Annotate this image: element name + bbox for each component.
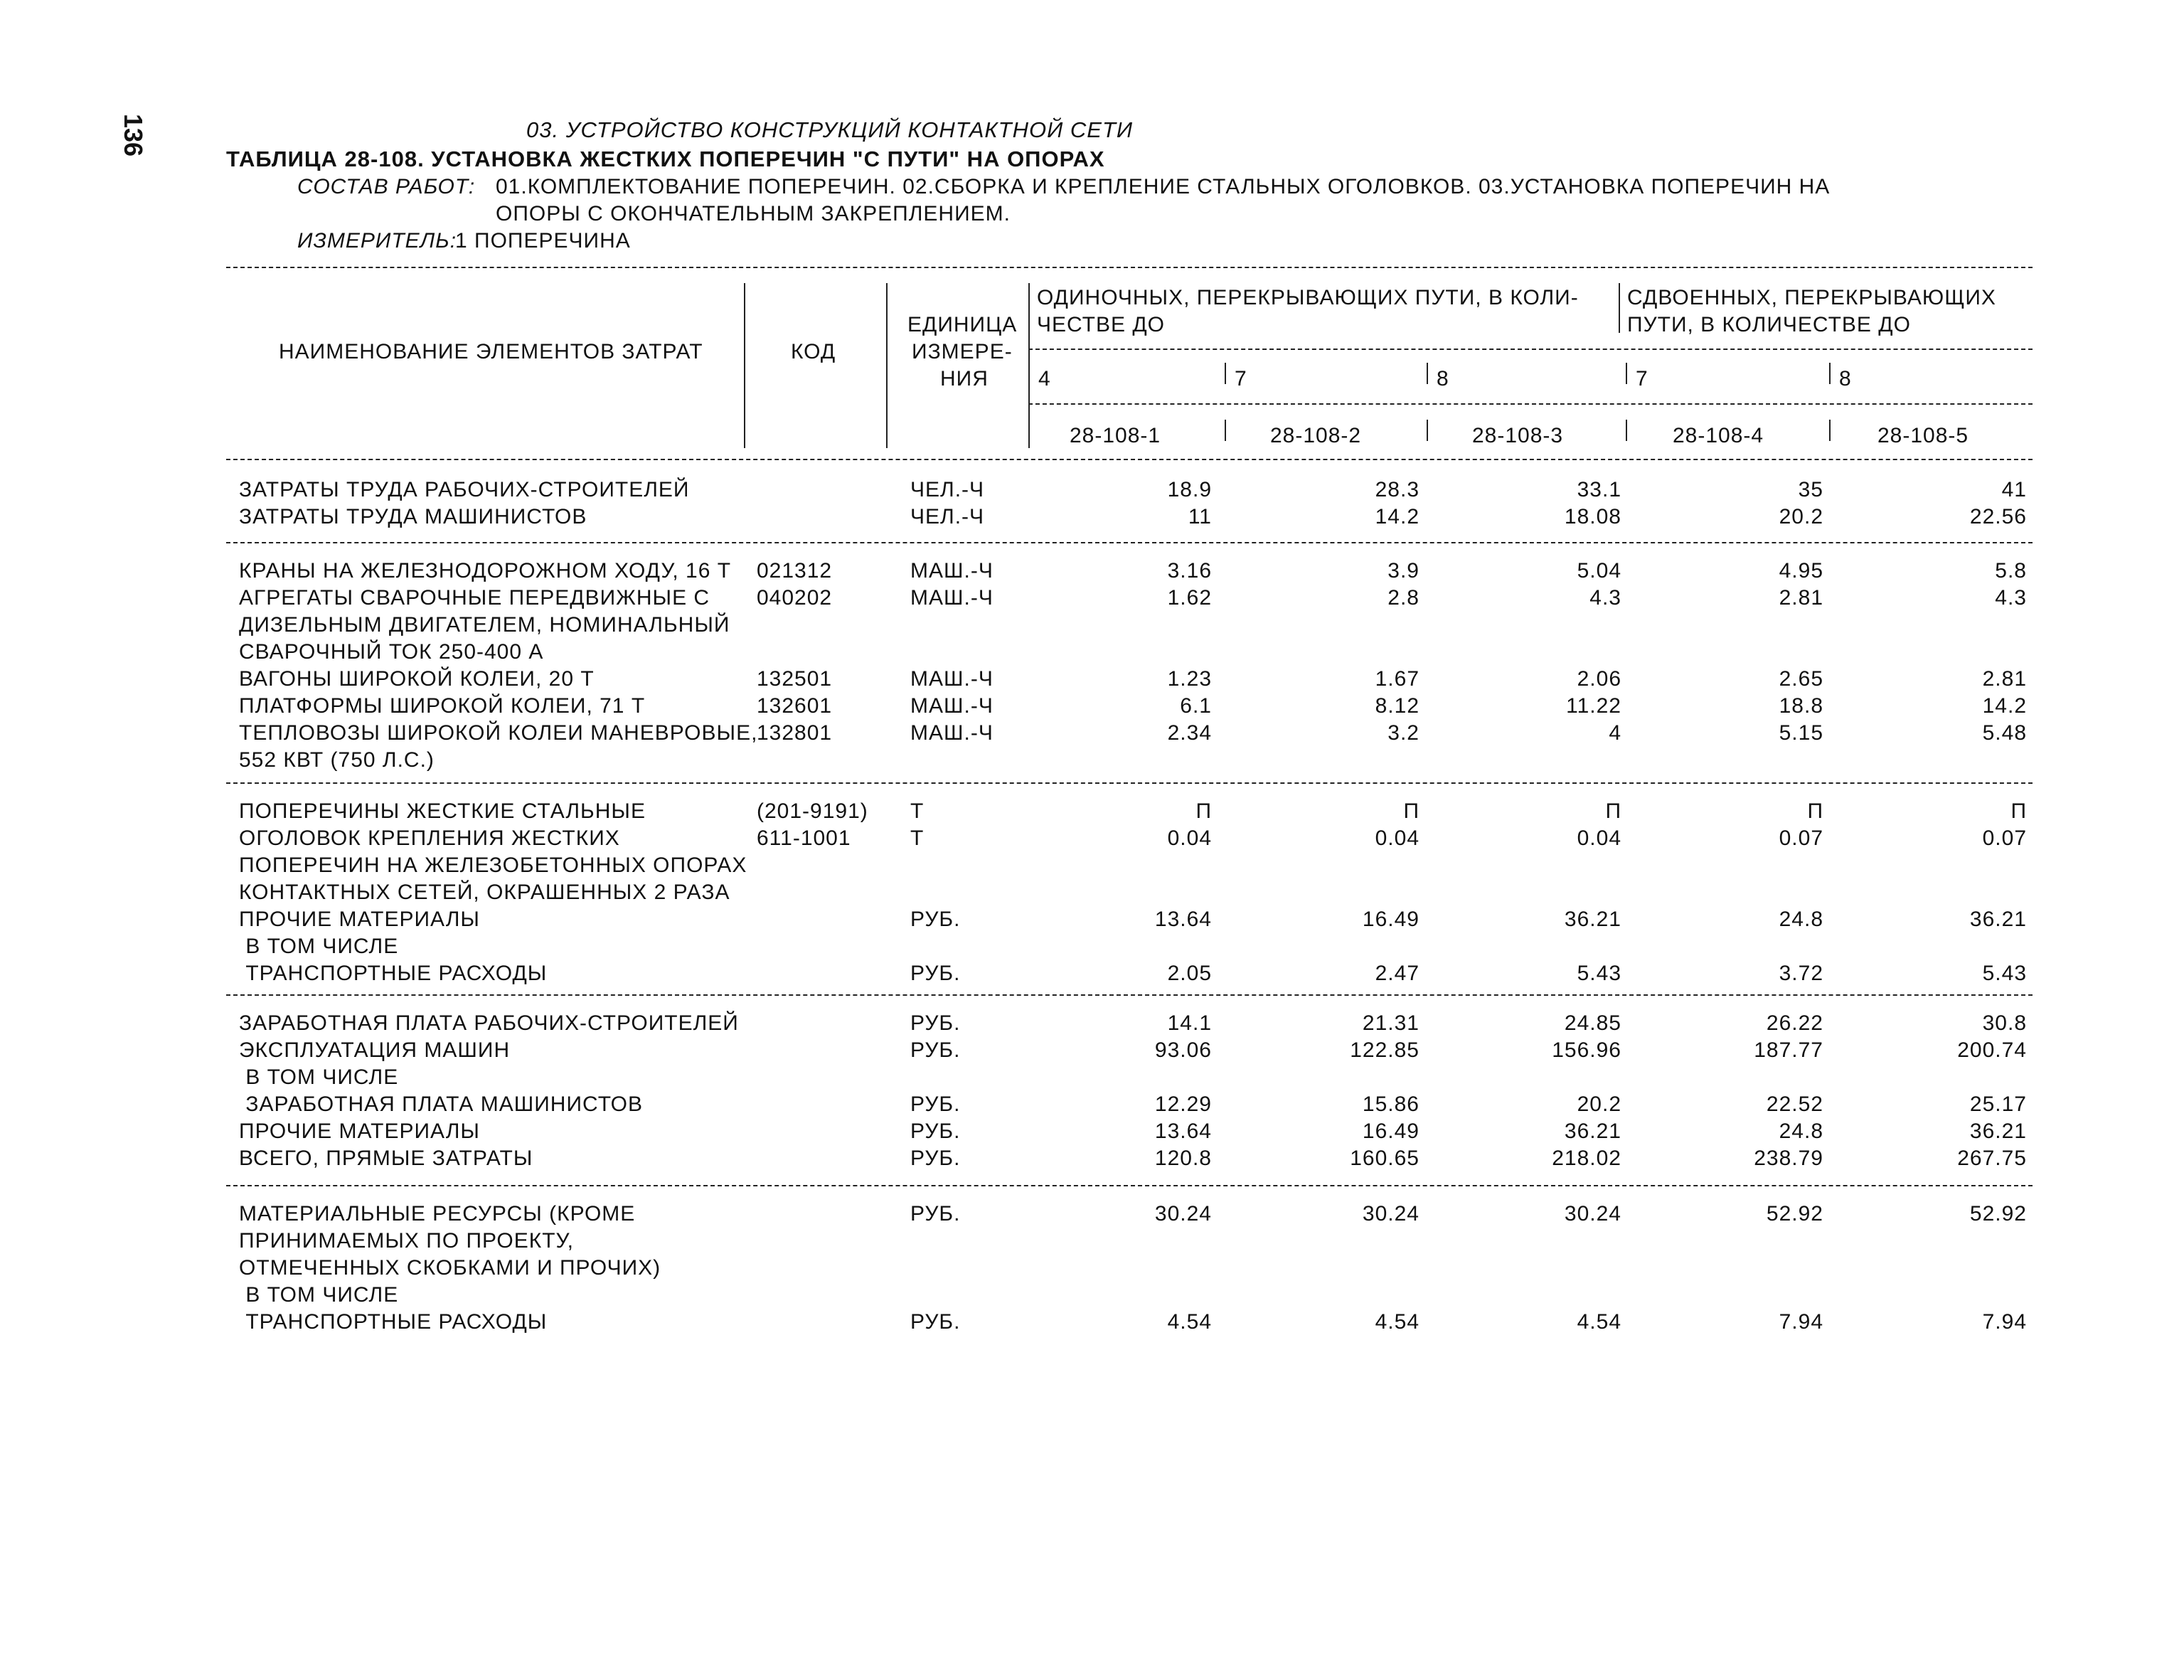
row-value-5: 5.8 [1995, 559, 2027, 583]
row-value-3: 36.21 [1564, 908, 1621, 931]
row-name: ЭКСПЛУАТАЦИЯ МАШИН [239, 1038, 511, 1062]
row-value-5: 267.75 [1957, 1147, 2027, 1170]
table-row [0, 826, 2184, 854]
row-value-4: 7.94 [1779, 1310, 1823, 1334]
row-value-1: 14.1 [1167, 1011, 1212, 1035]
row-value-1: 1.23 [1167, 667, 1212, 691]
row-value-5: 4.3 [1995, 586, 2027, 610]
row-value-3: 4 [1609, 721, 1621, 745]
row-value-5: 2.81 [1982, 667, 2027, 691]
row-name: ЗАРАБОТНАЯ ПЛАТА РАБОЧИХ-СТРОИТЕЛЕЙ [239, 1011, 739, 1035]
header-name: НАИМЕНОВАНИЕ ЭЛЕМЕНТОВ ЗАТРАТ [279, 340, 703, 363]
header-group2-l1: СДВОЕННЫХ, ПЕРЕКРЫВАЮЩИХ [1627, 286, 1996, 309]
row-unit: МАШ.-Ч [910, 667, 994, 691]
header-pipe-7 [1626, 420, 1627, 441]
row-name: В ТОМ ЧИСЛЕ [239, 935, 399, 958]
table-row [0, 721, 2184, 748]
table-row [0, 1283, 2184, 1310]
row-name: КРАНЫ НА ЖЕЛЕЗНОДОРОЖНОМ ХОДУ, 16 Т [239, 559, 732, 583]
row-value-1: 13.64 [1154, 1120, 1212, 1143]
row-name: ПРОЧИЕ МАТЕРИАЛЫ [239, 908, 480, 931]
row-code: 132601 [757, 694, 833, 718]
row-name: ВСЕГО, ПРЯМЫЕ ЗАТРАТЫ [239, 1147, 533, 1170]
row-value-2: 0.04 [1375, 826, 1419, 850]
row-name: ЗАРАБОТНАЯ ПЛАТА МАШИНИСТОВ [239, 1092, 644, 1116]
header-pipe-4 [1829, 363, 1831, 384]
table-row [0, 1310, 2184, 1337]
row-value-2: 16.49 [1362, 1120, 1419, 1143]
row-value-4: 187.77 [1754, 1038, 1823, 1062]
row-value-4: 52.92 [1766, 1202, 1823, 1226]
row-value-1: 11 [1188, 505, 1212, 528]
row-unit: Т [910, 826, 925, 850]
table-row [0, 1256, 2184, 1283]
header-count-3: 8 [1437, 367, 1449, 390]
row-code: 132501 [757, 667, 833, 691]
header-vrule-group [1619, 283, 1620, 333]
row-value-2: 1.67 [1375, 667, 1419, 691]
row-value-1: 0.04 [1167, 826, 1212, 850]
row-unit: РУБ. [910, 1092, 961, 1116]
row-value-3: 218.02 [1552, 1147, 1621, 1170]
row-value-3: 156.96 [1552, 1038, 1621, 1062]
row-value-1: 2.34 [1167, 721, 1212, 745]
row-value-3: 30.24 [1564, 1202, 1621, 1226]
row-value-2: 4.54 [1375, 1310, 1419, 1334]
row-name: В ТОМ ЧИСЛЕ [239, 1283, 399, 1307]
table-title: ТАБЛИЦА 28-108. УСТАНОВКА ЖЕСТКИХ ПОПЕРЕЧИН "С ПУТИ" НА ОПОРАХ [226, 147, 1105, 171]
header-rule-3 [1028, 403, 2033, 405]
row-unit: РУБ. [910, 1120, 961, 1143]
row-value-1: 18.9 [1167, 478, 1212, 501]
row-unit: РУБ. [910, 1011, 961, 1035]
header-unit-l1: ЕДИНИЦА [907, 313, 1018, 336]
row-value-3: 4.54 [1577, 1310, 1621, 1334]
row-value-2: 28.3 [1375, 478, 1419, 501]
table-row [0, 1038, 2184, 1065]
row-name: ВАГОНЫ ШИРОКОЙ КОЛЕИ, 20 Т [239, 667, 595, 691]
row-value-2: 30.24 [1362, 1202, 1419, 1226]
header-code-4: 28-108-4 [1673, 424, 1764, 447]
row-value-4: 2.81 [1779, 586, 1823, 610]
table-row [0, 478, 2184, 505]
row-value-5: 7.94 [1982, 1310, 2027, 1334]
section-rule-3 [226, 994, 2033, 996]
row-value-2: 16.49 [1362, 908, 1419, 931]
row-name: АГРЕГАТЫ СВАРОЧНЫЕ ПЕРЕДВИЖНЫЕ С [239, 586, 710, 610]
table-row [0, 962, 2184, 989]
row-value-4: 3.72 [1779, 962, 1823, 985]
row-unit: ЧЕЛ.-Ч [910, 505, 985, 528]
row-value-3: 11.22 [1566, 694, 1621, 718]
row-value-3: 33.1 [1577, 478, 1621, 501]
table-row [0, 748, 2184, 775]
row-value-2: 3.9 [1387, 559, 1419, 583]
work-composition-line2: ОПОРЫ С ОКОНЧАТЕЛЬНЫМ ЗАКРЕПЛЕНИЕМ. [496, 202, 1011, 225]
row-name: 552 КВТ (750 Л.С.) [239, 748, 435, 772]
row-value-5: 41 [2001, 478, 2027, 501]
row-code: 040202 [757, 586, 833, 610]
row-name: ТРАНСПОРТНЫЕ РАСХОДЫ [239, 1310, 548, 1334]
header-count-5: 8 [1839, 367, 1852, 390]
row-value-2: 8.12 [1375, 694, 1419, 718]
header-pipe-6 [1427, 420, 1428, 441]
row-value-5: 36.21 [1969, 1120, 2027, 1143]
header-count-1: 4 [1038, 367, 1051, 390]
header-code-3: 28-108-3 [1472, 424, 1564, 447]
section-rule-2 [226, 782, 2033, 784]
row-unit: РУБ. [910, 1038, 961, 1062]
row-value-3: 36.21 [1564, 1120, 1621, 1143]
row-value-3: 20.2 [1577, 1092, 1621, 1116]
row-value-5: 5.48 [1982, 721, 2027, 745]
row-name: В ТОМ ЧИСЛЕ [239, 1065, 399, 1089]
row-value-4: 24.8 [1779, 1120, 1823, 1143]
row-value-5: 0.07 [1982, 826, 2027, 850]
row-name: СВАРОЧНЫЙ ТОК 250-400 А [239, 640, 544, 664]
row-name: ПОПЕРЕЧИНЫ ЖЕСТКИЕ СТАЛЬНЫЕ [239, 799, 646, 823]
header-count-2: 7 [1235, 367, 1247, 390]
row-unit: МАШ.-Ч [910, 586, 994, 610]
header-vrule-1 [744, 283, 745, 448]
row-value-1: 2.05 [1167, 962, 1212, 985]
row-value-1: 6.1 [1180, 694, 1212, 718]
row-value-4: 4.95 [1779, 559, 1823, 583]
row-value-5: П [2010, 799, 2027, 823]
measure-label: ИЗМЕРИТЕЛЬ: [297, 229, 457, 252]
row-value-3: 0.04 [1577, 826, 1621, 850]
row-value-5: 5.43 [1982, 962, 2027, 985]
header-top-rule [226, 267, 2033, 268]
row-unit: ЧЕЛ.-Ч [910, 478, 985, 501]
header-group1-l2: ЧЕСТВЕ ДО [1037, 313, 1166, 336]
row-value-2: 21.31 [1362, 1011, 1419, 1035]
row-value-3: 18.08 [1564, 505, 1621, 528]
table-row [0, 935, 2184, 962]
row-value-3: 5.04 [1577, 559, 1621, 583]
row-value-1: 4.54 [1167, 1310, 1212, 1334]
work-composition-line1: 01.КОМПЛЕКТОВАНИЕ ПОПЕРЕЧИН. 02.СБОРКА И КРЕПЛЕНИЕ СТАЛЬНЫХ ОГОЛОВКОВ. 03.УСТАНОВКА ПОПЕРЕЧИН НА [496, 175, 1831, 198]
table-row [0, 667, 2184, 694]
row-value-5: 200.74 [1957, 1038, 2027, 1062]
header-unit-l3: НИЯ [940, 367, 989, 390]
row-unit: РУБ. [910, 908, 961, 931]
row-code: 021312 [757, 559, 833, 583]
header-vrule-3 [1028, 283, 1030, 448]
row-value-1: 120.8 [1154, 1147, 1212, 1170]
table-row [0, 1229, 2184, 1256]
row-value-3: 24.85 [1564, 1011, 1621, 1035]
section-rule-1 [226, 542, 2033, 543]
header-bottom-rule [226, 459, 2033, 460]
row-value-4: 22.52 [1766, 1092, 1823, 1116]
row-value-4: 5.15 [1779, 721, 1823, 745]
row-value-4: 2.65 [1779, 667, 1823, 691]
row-value-2: 122.85 [1350, 1038, 1419, 1062]
row-value-5: 25.17 [1969, 1092, 2027, 1116]
row-value-2: 3.2 [1387, 721, 1419, 745]
row-unit: РУБ. [910, 962, 961, 985]
row-value-5: 14.2 [1982, 694, 2027, 718]
row-value-1: 13.64 [1154, 908, 1212, 931]
row-unit: МАШ.-Ч [910, 721, 994, 745]
row-value-4: 238.79 [1754, 1147, 1823, 1170]
table-row [0, 559, 2184, 586]
row-value-4: 20.2 [1779, 505, 1823, 528]
row-value-1: 3.16 [1167, 559, 1212, 583]
header-vrule-2 [886, 283, 888, 448]
row-value-1: П [1195, 799, 1212, 823]
row-value-5: 30.8 [1982, 1011, 2027, 1035]
table-row [0, 1011, 2184, 1038]
header-code: КОД [791, 340, 836, 363]
row-name: ПЛАТФОРМЫ ШИРОКОЙ КОЛЕИ, 71 Т [239, 694, 646, 718]
header-pipe-5 [1225, 420, 1226, 441]
table-row [0, 694, 2184, 721]
row-value-5: 36.21 [1969, 908, 2027, 931]
row-unit: МАШ.-Ч [910, 694, 994, 718]
table-row [0, 1065, 2184, 1092]
row-name: ТРАНСПОРТНЫЕ РАСХОДЫ [239, 962, 548, 985]
row-value-4: П [1807, 799, 1823, 823]
section-title: 03. УСТРОЙСТВО КОНСТРУКЦИЙ КОНТАКТНОЙ СЕТИ [526, 117, 1134, 142]
row-name: ТЕПЛОВОЗЫ ШИРОКОЙ КОЛЕИ МАНЕВРОВЫЕ, [239, 721, 758, 745]
row-value-2: 15.86 [1362, 1092, 1419, 1116]
row-value-3: 2.06 [1577, 667, 1621, 691]
header-code-1: 28-108-1 [1070, 424, 1161, 447]
row-value-4: 26.22 [1766, 1011, 1823, 1035]
table-row [0, 1092, 2184, 1120]
table-row [0, 854, 2184, 881]
section-rule-4 [226, 1185, 2033, 1186]
header-pipe-2 [1427, 363, 1428, 384]
row-value-2: 14.2 [1375, 505, 1419, 528]
row-name: ЗАТРАТЫ ТРУДА РАБОЧИХ-СТРОИТЕЛЕЙ [239, 478, 690, 501]
row-value-5: 52.92 [1969, 1202, 2027, 1226]
table-row [0, 799, 2184, 826]
header-pipe-3 [1626, 363, 1627, 384]
row-code: 611-1001 [757, 826, 851, 850]
row-value-5: 22.56 [1969, 505, 2027, 528]
table-row [0, 1202, 2184, 1229]
table-row [0, 586, 2184, 613]
table-row [0, 505, 2184, 532]
work-composition-label: СОСТАВ РАБОТ: [297, 175, 476, 198]
row-value-3: 5.43 [1577, 962, 1621, 985]
row-value-1: 30.24 [1154, 1202, 1212, 1226]
row-unit: МАШ.-Ч [910, 559, 994, 583]
row-name: ОГОЛОВОК КРЕПЛЕНИЯ ЖЕСТКИХ [239, 826, 620, 850]
row-value-2: 2.47 [1375, 962, 1419, 985]
table-row [0, 1120, 2184, 1147]
table-row [0, 613, 2184, 640]
table-row [0, 908, 2184, 935]
header-rule-2 [1028, 349, 2033, 350]
page-number: 136 [119, 114, 148, 157]
row-unit: РУБ. [910, 1310, 961, 1334]
header-group2-l2: ПУТИ, В КОЛИЧЕСТВЕ ДО [1627, 313, 1911, 336]
row-name: ОТМЕЧЕННЫХ СКОБКАМИ И ПРОЧИХ) [239, 1256, 661, 1280]
row-value-4: 0.07 [1779, 826, 1823, 850]
row-unit: РУБ. [910, 1202, 961, 1226]
row-code: (201-9191) [757, 799, 868, 823]
row-name: ПОПЕРЕЧИН НА ЖЕЛЕЗОБЕТОННЫХ ОПОРАХ [239, 854, 747, 877]
row-value-3: П [1605, 799, 1621, 823]
row-value-2: П [1403, 799, 1419, 823]
row-code: 132801 [757, 721, 833, 745]
row-name: МАТЕРИАЛЬНЫЕ РЕСУРСЫ (КРОМЕ [239, 1202, 636, 1226]
row-value-2: 2.8 [1387, 586, 1419, 610]
row-value-2: 160.65 [1350, 1147, 1419, 1170]
header-code-5: 28-108-5 [1877, 424, 1969, 447]
row-value-1: 1.62 [1167, 586, 1212, 610]
row-unit: Т [910, 799, 925, 823]
row-name: ДИЗЕЛЬНЫМ ДВИГАТЕЛЕМ, НОМИНАЛЬНЫЙ [239, 613, 730, 637]
row-value-1: 93.06 [1154, 1038, 1212, 1062]
row-value-3: 4.3 [1589, 586, 1621, 610]
measure-value: 1 ПОПЕРЕЧИНА [455, 229, 631, 252]
header-pipe-1 [1225, 363, 1226, 384]
row-name: КОНТАКТНЫХ СЕТЕЙ, ОКРАШЕННЫХ 2 РАЗА [239, 881, 730, 904]
row-value-4: 35 [1798, 478, 1823, 501]
header-pipe-8 [1829, 420, 1831, 441]
row-value-4: 24.8 [1779, 908, 1823, 931]
header-unit-l2: ИЗМЕРЕ- [912, 340, 1013, 363]
table-row [0, 881, 2184, 908]
row-unit: РУБ. [910, 1147, 961, 1170]
table-row [0, 640, 2184, 667]
row-name: ПРОЧИЕ МАТЕРИАЛЫ [239, 1120, 480, 1143]
header-group1-l1: ОДИНОЧНЫХ, ПЕРЕКРЫВАЮЩИХ ПУТИ, В КОЛИ- [1037, 286, 1579, 309]
header-count-4: 7 [1636, 367, 1648, 390]
row-value-4: 18.8 [1779, 694, 1823, 718]
row-name: ЗАТРАТЫ ТРУДА МАШИНИСТОВ [239, 505, 587, 528]
header-code-2: 28-108-2 [1270, 424, 1362, 447]
row-name: ПРИНИМАЕМЫХ ПО ПРОЕКТУ, [239, 1229, 574, 1253]
table-row [0, 1147, 2184, 1174]
row-value-1: 12.29 [1154, 1092, 1212, 1116]
